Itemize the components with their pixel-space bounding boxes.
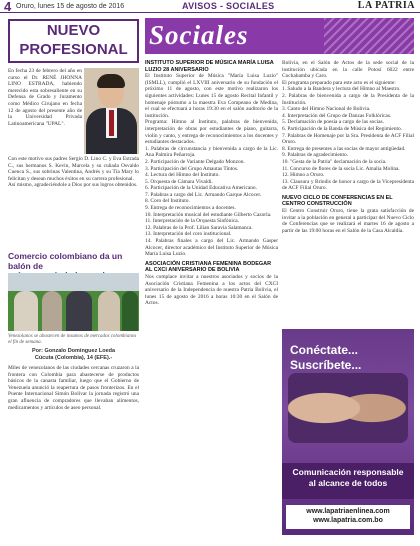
- ad-slogan-box: [282, 463, 414, 499]
- sociales-banner: [145, 18, 414, 54]
- ad-slogan-line-2: al alcance de todos: [308, 478, 388, 488]
- list-item: 2. Participación de Variante Delgado Monzon.: [145, 158, 245, 165]
- announcement-continued: [8, 156, 139, 189]
- list-item: 14. Palabras finales a cargo del Lic. Armando Gasper Alcocer, director académico del Instituto Superior de Música María Luisa Luzio.: [145, 238, 278, 258]
- ad-headline-line-1: Conéctate...: [290, 343, 359, 357]
- article-paragraph: Programa: Himno al Instituto, palabras de bienvenida, interpretación de obras por estudiantes de piano, guitarra, violín y canto, y entrega de reconocimientos a los docentes y estudiantes destacados.: [145, 119, 278, 146]
- list-item: 5. Declamación de poesía a cargo de las socias.: [282, 119, 384, 126]
- photo-person-shape: [66, 291, 92, 331]
- article-heading-acf: ASOCIACIÓN CRISTIANA FEMENINA BODEGAR AL CXCI ANIVERSARIO DE BOLIVIA: [145, 260, 272, 274]
- list-item: 12. Himno a Oruro.: [282, 172, 325, 179]
- paper-name: LA PATRIA: [357, 0, 415, 11]
- byline-author: Por: Gonzalo Domínguez Loeda: [31, 348, 116, 354]
- ad-hands-image: [288, 373, 408, 443]
- list-item: 12. Palabras de la Prof. Lilian Saravia Salamanca.: [145, 224, 253, 231]
- announcement-p3: Así mismo, agradeciéndole a Dios por sus logros obtenidos.: [8, 182, 138, 189]
- list-item: 2. Palabras de bienvenida a cargo de la Presidenta de la Institución.: [282, 92, 414, 106]
- box-title-line-2: PROFESIONAL: [19, 41, 128, 58]
- list-item: 11. Interpretación de la Orquesta Sinfónica.: [145, 218, 239, 225]
- list-item: 13. Interpretación del coro institucional.: [145, 231, 232, 238]
- photo-person-shape: [42, 291, 62, 331]
- list-item: 11. Concurso de flores de la socia Lic. Amalia Molina.: [282, 165, 400, 172]
- announcement-intro: En fecha 23 de febrero del año en curso el Dr. RENÉ JHONNA LINO ESTRADA, habiendo merecido esta sobresaliente en su Defensa de Grado y Juramento como Médico Cirujano en fecha 12 de agosto del presente año de la Universidad Privada Latinoamericana "UPAL".: [8, 68, 82, 127]
- list-item: 1. Palabras de circunstancia y bienvenida a cargo de la Lic. Ana Palmira Peñarroja.: [145, 145, 278, 159]
- article-paragraph: Bolivia, en el Salón de Actos de la sede social de la institución ubicada en la calle Potosí 6022 entre Cochabamba y Caro.: [282, 60, 414, 80]
- list-item: 3. Canto del Himno Nacional de Bolivia.: [282, 106, 371, 113]
- photo-tie-shape: [109, 110, 114, 136]
- list-item: 7. Palabras a cargo del Lic. Armando Garque Alcocer.: [145, 191, 262, 198]
- list-item: 6. Participación de la Unidad Educativa Americano.: [145, 185, 257, 192]
- announcement-p2: Con este motivo sus padres Sergio D. Lino C. y Eva Estrada C., sus hermanos S. Kevin, Marcela y su cuñada Osvaldo Cuenca S., sus sobrinas Valentina, Andrés y su Tía Mary lo felicitan y desean muchos éxitos en su carrera profesional.: [8, 156, 139, 182]
- article-paragraph: Nos complace invitar a nuestros asociados y socios de la Asociación Cristiana Femenina a los actos del CXCI aniversario de la Independencia de nuestra Patria Bolivia, el lunes 15 de agosto de 2016 a horas 10:30 en el Salón de Actos.: [145, 274, 278, 307]
- date-line: Oruro, lunes 15 de agosto de 2016: [16, 3, 125, 10]
- article-paragraph: El Instituto Superior de Música "María Luisa Luzio" (ISMLL), cumplió el LXVIII aniversario de su fundación el próximo 11 de agosto, con este motivo realizaron los siguientes actividades: Lunes 15 de agosto Recital Infantil y homenaje póstumo a la maestra Eva Compeano de Medina, el cual se efectuará a horas 19:30 en el salón auditorio de la institución.: [145, 73, 278, 119]
- ad-slogan-line-1: Comunicación responsable: [292, 467, 404, 477]
- photo-hair-shape: [97, 74, 125, 88]
- ad-url-box: [286, 505, 410, 529]
- news-photo: [8, 273, 139, 331]
- list-item: 3. Participación del Grupo Amautas Tintos.: [145, 165, 239, 172]
- ad-headline: [290, 343, 361, 373]
- social-column-right: [282, 60, 414, 234]
- announcement-text: [8, 68, 82, 127]
- graduate-photo: [84, 68, 139, 154]
- page-number: 4: [4, 0, 12, 14]
- byline: [8, 348, 139, 361]
- list-item: 9. Entrega de reconocimientos a docentes.: [145, 205, 236, 212]
- list-item: 4. Lectura del Himno del Instituto.: [145, 172, 220, 179]
- page-header: [0, 0, 420, 13]
- list-item: 8. Entrega de presentes a las socias de mayor antigüedad.: [282, 145, 406, 152]
- article-paragraph: El Centro Construir Oruro, tiene la grata satisfacción de invitar a la población en general a participar del Nuevo Ciclo de Conferencias que se realizará el martes 16 de agosto a partir de las 19:00 horas en el Salón de la Casa Alcaldía.: [282, 208, 414, 234]
- list-item: 5. Orquesta de Cámara Vivaldi.: [145, 178, 213, 185]
- list-item: 10. Interpretación musical del estudiante Gilberto Cazorla.: [145, 211, 272, 218]
- ad-headline-line-2: Suscríbete...: [290, 358, 362, 372]
- list-item: 4. Interpretación del Grupo de Danzas Folklóricas.: [282, 112, 392, 119]
- photo-person-shape: [98, 291, 120, 331]
- article-paragraph: El programa preparado para este acto es el siguiente:: [282, 79, 396, 86]
- section-title: AVISOS - SOCIALES: [182, 1, 275, 11]
- social-column-middle: [145, 60, 278, 307]
- article-heading-music-institute: INSTITUTO SUPERIOR DE MÚSICA MARÍA LUISA LUZIO 28 ANIVERSARIO: [145, 60, 274, 73]
- list-item: 9. Palabras de agradecimiento.: [282, 152, 349, 159]
- news-body: [8, 365, 139, 411]
- box-title-line-1: NUEVO: [46, 22, 101, 39]
- photo-person-shape: [14, 291, 38, 331]
- news-headline-line-1: Comercio colombiano da un balón de: [8, 251, 123, 271]
- article-heading-conferences: NUEVO CICLO DE CONFERENCIAS EN EL CENTRO CONSTRUCCIÓN: [282, 194, 393, 208]
- list-item: 10. "Gesta de la Patria" declamación de la socia.: [282, 158, 387, 165]
- subscription-ad[interactable]: [282, 329, 414, 535]
- byline-dateline: Cúcuta (Colombia), 14 (EFE).-: [34, 354, 113, 361]
- photo-person-shape: [122, 291, 138, 331]
- ad-url-link-2[interactable]: www.lapatria.com.bo: [313, 517, 383, 524]
- ad-url-link-1[interactable]: www.lapatriaenlinea.com: [306, 508, 390, 515]
- photo-caption: Venezolanos se abastecen de insumos de mercados colombianos el fin de semana.: [8, 334, 137, 345]
- list-item: 7. Palabras de Homenaje por la Sra. Presidenta de ACF Filial Oruro.: [282, 132, 414, 146]
- list-item: 8. Coro del Instituto.: [145, 198, 190, 205]
- banner-stripes: [324, 18, 414, 54]
- news-body-text: Miles de venezolanos de las ciudades cercanas cruzaron a la frontera con Colombia para abastecerse de productos básicos de la canasta familiar, luego que el Gobierno de Venezuela anunció la reapertura de pasos fronterizos. En el Puente Internacional Simón Bolívar la jornada registró una gran afluencia de compradores que llevaban alimentos, medicamentos y artículos de aseo personal.: [8, 365, 139, 411]
- photo-sky-shape: [8, 273, 139, 291]
- new-professional-box: [8, 19, 139, 63]
- banner-title: Sociales: [149, 20, 249, 50]
- list-item: 13. Clausura y Brindis de honor a cargo de la Vicepresidenta de ACF Filial Oruro.: [282, 178, 414, 192]
- list-item: 1. Saludo a la Bandera y lectura del Himno al Maestro.: [282, 86, 401, 93]
- list-item: 6. Participación de la Banda de Música del Regimiento.: [282, 125, 403, 132]
